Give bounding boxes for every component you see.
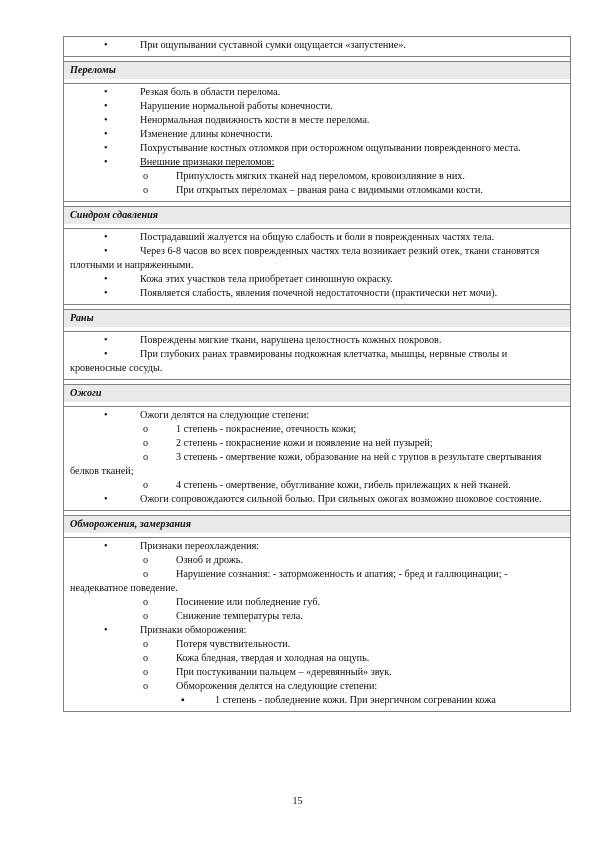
- bullet-icon: •: [104, 410, 108, 421]
- bullet-icon: •: [104, 349, 108, 360]
- list-item: [70, 128, 565, 142]
- list-item-text: При постукивании пальцем – «деревянный» звук.: [176, 667, 392, 678]
- list-item: [70, 652, 565, 666]
- list-item-text: 3 степень - омертвение кожи, образование на ней с трупов в результате свертывания белков тканей;: [70, 452, 542, 477]
- circle-bullet-icon: o: [143, 424, 149, 435]
- list-item: [70, 39, 565, 53]
- list-item: [70, 273, 565, 287]
- bullet-icon: •: [104, 143, 108, 154]
- list-item-text: Нарушение сознания: - заторможенность и апатия; - бред и галлюцинации; - неадекватное поведение.: [70, 569, 508, 594]
- circle-bullet-icon: o: [143, 438, 149, 449]
- list-item-text: Изменение длины конечности.: [140, 129, 273, 140]
- section-content: [63, 228, 571, 305]
- bullet-icon: •: [104, 101, 108, 112]
- section-heading: Синдром сдавления: [63, 206, 571, 224]
- list-item-text: При глубоких ранах травмированы подкожная клетчатка, мышцы, нервные стволы и кровеносные сосуды.: [70, 349, 508, 374]
- list-item-text: При открытых переломах – рваная рана с видимыми отломками кости.: [176, 185, 483, 196]
- section-content: [63, 36, 571, 57]
- bullet-icon: •: [104, 246, 108, 257]
- circle-bullet-icon: o: [143, 569, 149, 580]
- bullet-icon: •: [104, 288, 108, 299]
- bullet-icon: •: [104, 232, 108, 243]
- list-item: [70, 156, 565, 170]
- list-item: [70, 184, 565, 198]
- list-item-text: Ненормальная подвижность кости в месте перелома.: [140, 115, 370, 126]
- bullet-icon: •: [104, 40, 108, 51]
- list-item: [70, 451, 565, 479]
- list-item: [70, 568, 565, 596]
- section-heading: Переломы: [63, 61, 571, 79]
- bullet-icon: •: [104, 129, 108, 140]
- list-item: [70, 287, 565, 301]
- circle-bullet-icon: o: [143, 681, 149, 692]
- section-content: [63, 537, 571, 712]
- list-item: [70, 610, 565, 624]
- page-number: 15: [292, 796, 303, 807]
- bullet-icon: •: [104, 625, 108, 636]
- circle-bullet-icon: o: [143, 171, 149, 182]
- list-item: [70, 540, 565, 554]
- list-item-text: Ожоги сопровождаются сильной болью. При сильных ожогах возможно шоковое состояние.: [140, 494, 542, 505]
- list-item-text: Ожоги делятся на следующие степени:: [140, 410, 310, 421]
- circle-bullet-icon: o: [143, 185, 149, 196]
- list-item: [70, 409, 565, 423]
- list-item: [70, 334, 565, 348]
- list-item: [70, 86, 565, 100]
- list-item-text: Кожа бледная, твердая и холодная на ощупь.: [176, 653, 370, 664]
- list-item: [70, 423, 565, 437]
- list-item-text: Через 6-8 часов во всех поврежденных частях тела возникает резкий отек, ткани становятся плотными и напряженными.: [70, 246, 540, 271]
- bullet-icon: •: [104, 541, 108, 552]
- section-content: [63, 331, 571, 380]
- list-item-text: Резкая боль в области перелома.: [140, 87, 281, 98]
- square-bullet-icon: ▪: [181, 695, 185, 706]
- list-item: [70, 624, 565, 638]
- list-item-text: Появляется слабость, явления почечной недостаточности (практически нет мочи).: [140, 288, 498, 299]
- list-item-text: Обморожения делятся на следующие степени:: [176, 681, 378, 692]
- circle-bullet-icon: o: [143, 555, 149, 566]
- bullet-icon: •: [104, 87, 108, 98]
- list-item: [70, 100, 565, 114]
- circle-bullet-icon: o: [143, 480, 149, 491]
- circle-bullet-icon: o: [143, 611, 149, 622]
- list-item-text: Похрустывание костных отломков при осторожном ощупывании поврежденного места.: [140, 143, 521, 154]
- list-item: [70, 437, 565, 451]
- list-item-text: 4 степень - омертвение, обугливание кожи, гибель прилежащих к ней тканей.: [176, 480, 511, 491]
- list-item-text: Пострадавший жалуется на общую слабость и боли в поврежденных частях тела.: [140, 232, 495, 243]
- document-table: [63, 36, 571, 712]
- list-item: [70, 638, 565, 652]
- list-item-text: Потеря чувствительности.: [176, 639, 291, 650]
- bullet-icon: •: [104, 157, 108, 168]
- list-item: [70, 493, 565, 507]
- list-item: [70, 348, 565, 376]
- list-item-text: 2 степень - покраснение кожи и появление на ней пузырей;: [176, 438, 433, 449]
- bullet-icon: •: [104, 494, 108, 505]
- circle-bullet-icon: o: [143, 653, 149, 664]
- section-heading: Ожоги: [63, 384, 571, 402]
- list-item: [70, 596, 565, 610]
- list-item: [70, 479, 565, 493]
- circle-bullet-icon: o: [143, 452, 149, 463]
- section-content: [63, 406, 571, 511]
- list-item-text: 1 степень - покраснение, отечность кожи;: [176, 424, 357, 435]
- list-item: [70, 666, 565, 680]
- bullet-icon: •: [104, 274, 108, 285]
- list-item-text: 1 степень - побледнение кожи. При энергичном согревании кожа: [215, 695, 496, 706]
- list-item: [70, 245, 565, 273]
- list-item-text: Снижение температуры тела.: [176, 611, 303, 622]
- list-item: [70, 554, 565, 568]
- section-heading: Раны: [63, 309, 571, 327]
- circle-bullet-icon: o: [143, 667, 149, 678]
- bullet-icon: •: [104, 115, 108, 126]
- list-item-text: Посинение или побледнение губ.: [176, 597, 321, 608]
- circle-bullet-icon: o: [143, 639, 149, 650]
- section-content: [63, 83, 571, 202]
- list-item-text: Признаки обморожения:: [140, 625, 247, 636]
- list-item-text: Повреждены мягкие ткани, нарушена целостность кожных покровов.: [140, 335, 442, 346]
- list-item-text: Кожа этих участков тела приобретает синюшную окраску.: [140, 274, 393, 285]
- list-item-text: Нарушение нормальной работы конечности.: [140, 101, 333, 112]
- section-heading: Обморожения, замерзания: [63, 515, 571, 533]
- list-item: [70, 694, 565, 708]
- circle-bullet-icon: o: [143, 597, 149, 608]
- list-item: [70, 142, 565, 156]
- list-item-text: Признаки переохлаждения:: [140, 541, 260, 552]
- list-item: [70, 680, 565, 694]
- list-item: [70, 170, 565, 184]
- list-item-text: Припухлость мягких тканей над переломом, кровоизлияние в них.: [176, 171, 465, 182]
- list-item-text: При ощупывании суставной сумки ощущается «запустение».: [140, 40, 406, 51]
- bullet-icon: •: [104, 335, 108, 346]
- list-item: [70, 231, 565, 245]
- list-item-text: Озноб и дрожь.: [176, 555, 244, 566]
- list-item-text: Внешние признаки переломов:: [140, 157, 275, 168]
- list-item: [70, 114, 565, 128]
